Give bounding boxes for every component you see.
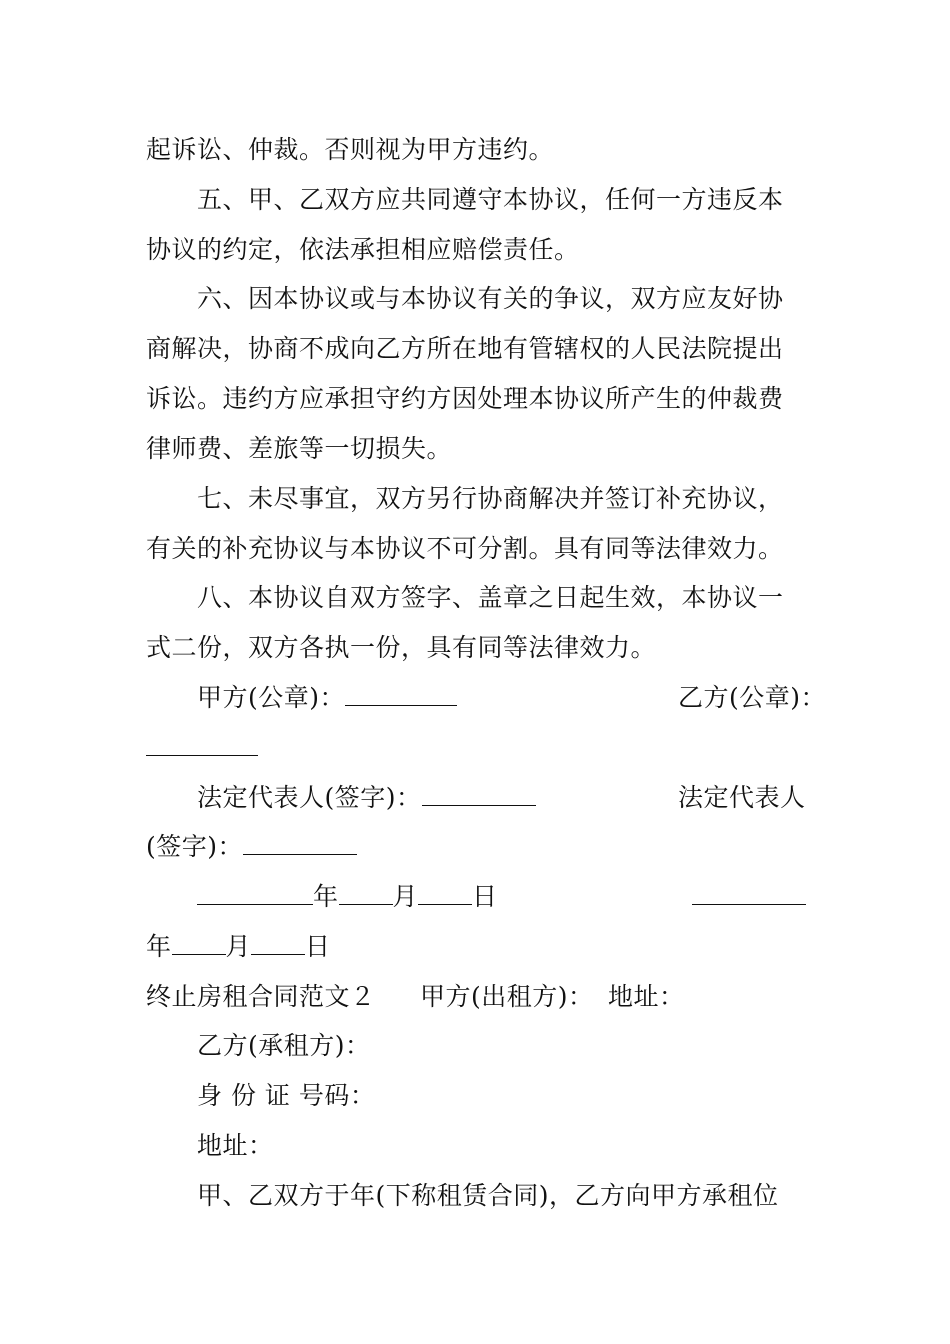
date-a-month-blank[interactable] [339, 882, 393, 905]
text-line: 五、甲、乙双方应共同遵守本协议，任何一方违反本 [197, 185, 784, 214]
party-b-seal-label: 乙方(公章)： [678, 683, 827, 712]
day-label: 日 [305, 932, 331, 961]
date-a-line [197, 882, 498, 912]
text-line: 有关的补充协议与本协议不可分割。具有同等法律效力。 [146, 534, 784, 563]
text-line: 起诉讼、仲裁。否则视为甲方违约。 [146, 135, 555, 164]
party-b-seal-blank[interactable] [146, 733, 258, 756]
section2-party-b: 乙方(承租方)： [197, 1031, 371, 1060]
text-line: 律师费、差旅等一切损失。 [146, 434, 453, 463]
text-line: 诉讼。违约方应承担守约方因处理本协议所产生的仲裁费 [146, 384, 784, 413]
legal-rep-a-line [197, 783, 536, 813]
section2-address-b: 地址： [197, 1131, 274, 1160]
party-b-seal-line [146, 733, 258, 763]
party-a-seal-blank[interactable] [345, 683, 457, 706]
legal-rep-b-sign-label: (签字)： [146, 832, 244, 861]
legal-rep-b-line [146, 832, 357, 862]
legal-rep-b-blank[interactable] [243, 832, 357, 855]
party-a-seal-line [197, 683, 457, 713]
legal-rep-a-blank[interactable] [422, 783, 536, 806]
date-b-year-blank[interactable] [692, 882, 806, 905]
month-label: 月 [392, 882, 419, 911]
text-line: 六、因本协议或与本协议有关的争议，双方应友好协 [197, 284, 784, 313]
text-line: 商解决，协商不成向乙方所在地有管辖权的人民法院提出 [146, 334, 784, 363]
month-label: 月 [225, 932, 252, 961]
date-b-month-blank[interactable] [172, 932, 226, 955]
legal-rep-b-label: 法定代表人 [678, 783, 806, 812]
date-a-year-blank[interactable] [197, 882, 313, 905]
day-label: 日 [472, 882, 498, 911]
text-line: 式二份，双方各执一份，具有同等法律效力。 [146, 633, 657, 662]
legal-rep-a-label: 法定代表人(签字)： [197, 783, 422, 812]
date-b-line [146, 932, 331, 962]
text-line: 七、未尽事宜，双方另行协商解决并签订补充协议， [197, 484, 784, 513]
section2-title: 终止房租合同范文２ [146, 982, 376, 1011]
date-a-day-blank[interactable] [418, 882, 472, 905]
section2-party-a: 甲方(出租方)： [420, 982, 594, 1011]
text-line: 协议的约定，依法承担相应赔偿责任。 [146, 235, 580, 264]
section2-id-number: 身 份 证 号码： [197, 1081, 376, 1110]
year-label: 年 [146, 932, 172, 961]
section2-address-a: 地址： [608, 982, 685, 1011]
section2-last-line: 甲、乙双方于年(下称租赁合同)，乙方向甲方承租位 [197, 1181, 779, 1210]
year-label: 年 [313, 882, 339, 911]
date-b-day-blank[interactable] [251, 932, 305, 955]
text-line: 八、本协议自双方签字、盖章之日起生效，本协议一 [197, 583, 784, 612]
party-a-seal-label: 甲方(公章)： [197, 683, 346, 712]
date-b-year-line [692, 882, 806, 912]
